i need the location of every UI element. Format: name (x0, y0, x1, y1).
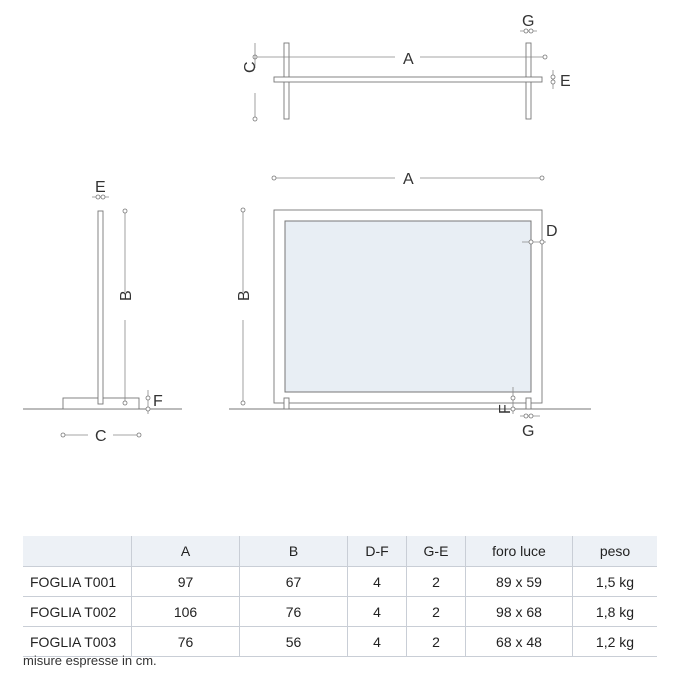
table-cell: 2 (407, 627, 466, 657)
table-cell: 1,2 kg (573, 627, 658, 657)
top-view-dim-a: A (403, 51, 414, 68)
top-view-dim-e: E (560, 73, 571, 90)
table-row (23, 567, 657, 597)
table-cell: 76 (240, 597, 348, 627)
table-cell: FOGLIA T002 (23, 597, 132, 627)
table-header: G-E (407, 536, 466, 567)
front-view-right-foot (526, 398, 531, 409)
front-view-dim-f: F (497, 404, 514, 414)
table-header-row (23, 536, 657, 567)
top-view-dim-c: C (242, 61, 259, 73)
side-view-dim-f: F (153, 393, 163, 410)
table-cell: 2 (407, 597, 466, 627)
table-cell: 76 (132, 627, 240, 657)
side-view-dim-c: C (95, 428, 107, 445)
table-header: B (240, 536, 348, 567)
spec-table (23, 536, 657, 657)
table-cell: 68 x 48 (466, 627, 573, 657)
front-view-dim-a: A (403, 171, 414, 188)
top-view-dim-g: G (522, 13, 535, 30)
table-cell: 98 x 68 (466, 597, 573, 627)
table-cell: 4 (348, 567, 407, 597)
table-header: D-F (348, 536, 407, 567)
units-note: misure espresse in cm. (23, 653, 157, 668)
table-cell: 56 (240, 627, 348, 657)
table-cell: 89 x 59 (466, 567, 573, 597)
front-view-dim-b: B (236, 290, 253, 301)
table-header (23, 536, 132, 567)
front-view-dim-d: D (546, 223, 558, 240)
side-view (23, 179, 182, 445)
table-cell: FOGLIA T001 (23, 567, 132, 597)
table-cell: 4 (348, 597, 407, 627)
top-view-panel (274, 77, 542, 82)
table-cell: 106 (132, 597, 240, 627)
table-row (23, 597, 657, 627)
table-header: A (132, 536, 240, 567)
front-view (229, 171, 591, 440)
table-cell: 1,8 kg (573, 597, 658, 627)
side-view-dim-b: B (118, 290, 135, 301)
table-header: foro luce (466, 536, 573, 567)
table-cell: 67 (240, 567, 348, 597)
side-view-panel (98, 211, 103, 404)
front-view-left-foot (284, 398, 289, 409)
table-cell: 4 (348, 627, 407, 657)
table-cell: FOGLIA T003 (23, 627, 132, 657)
side-view-dim-e: E (95, 179, 106, 196)
table-cell: 97 (132, 567, 240, 597)
top-view (242, 13, 571, 121)
table-cell: 1,5 kg (573, 567, 658, 597)
table-cell: 2 (407, 567, 466, 597)
front-view-glass (285, 221, 531, 392)
table-header: peso (573, 536, 658, 567)
front-view-dim-g: G (522, 423, 535, 440)
table-row (23, 627, 657, 657)
